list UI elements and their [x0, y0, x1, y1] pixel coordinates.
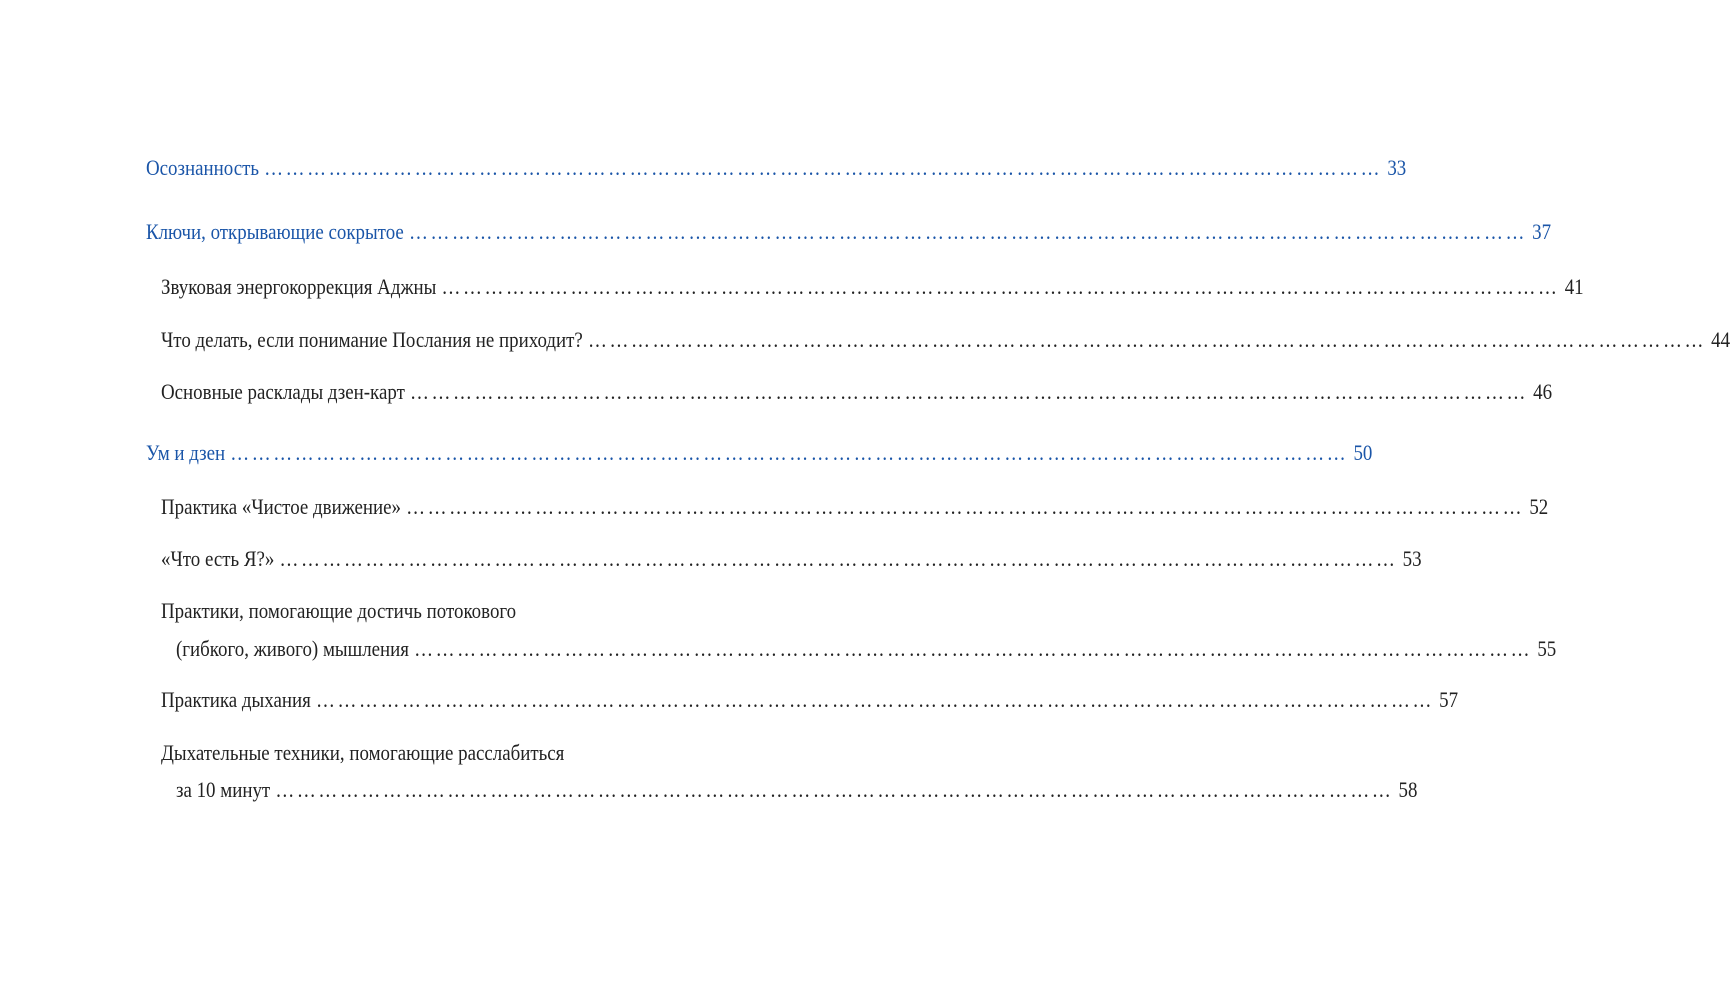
toc-title: Осознанность	[146, 155, 259, 180]
toc-line	[161, 375, 1553, 409]
toc-title-line-1: Дыхательные техники, помогающие расслабиться	[161, 740, 565, 765]
toc-page-number: 52	[1529, 494, 1549, 519]
toc-page-number: 58	[1398, 777, 1418, 802]
toc-page-number: 53	[1402, 546, 1422, 571]
toc-page-number: 33	[1387, 155, 1407, 180]
toc-line	[176, 773, 1418, 807]
toc-title: Практика «Чистое движение»	[161, 494, 402, 519]
toc-page-number: 55	[1537, 636, 1557, 661]
dot-leader: …………………………………………………………………………………………………………………………………………	[275, 777, 1394, 802]
dot-leader: …………………………………………………………………………………………………………………………………………	[587, 327, 1706, 352]
toc-line	[161, 323, 1730, 357]
toc-line	[146, 151, 1407, 185]
dot-leader: …………………………………………………………………………………………………………………………………………	[264, 155, 1383, 180]
dot-leader: …………………………………………………………………………………………………………………………………………	[409, 379, 1528, 404]
toc-title: Ум и дзен	[146, 440, 226, 465]
toc-page-number: 46	[1533, 379, 1553, 404]
toc-title: Практика дыхания	[161, 687, 311, 712]
toc-page-number: 44	[1711, 327, 1730, 352]
toc-line	[146, 215, 1552, 249]
toc-title-line-1: Практики, помогающие достичь потокового	[161, 598, 517, 623]
toc-line	[176, 632, 1557, 666]
dot-leader: …………………………………………………………………………………………………………………………………………	[230, 440, 1349, 465]
toc-page-number: 50	[1353, 440, 1373, 465]
toc-line	[161, 270, 1584, 304]
dot-leader: …………………………………………………………………………………………………………………………………………	[315, 687, 1434, 712]
toc-title-line-2: за 10 минут	[176, 777, 271, 802]
toc-page-number: 41	[1564, 274, 1584, 299]
dot-leader: …………………………………………………………………………………………………………………………………………	[414, 636, 1533, 661]
toc-title: Звуковая энергокоррекция Аджны	[161, 274, 437, 299]
toc-line	[161, 683, 1459, 717]
toc-page-number: 57	[1439, 687, 1459, 712]
toc-title: Ключи, открывающие сокрытое	[146, 219, 404, 244]
toc-title-line-2: (гибкого, живого) мышления	[176, 636, 410, 661]
dot-leader: …………………………………………………………………………………………………………………………………………	[406, 494, 1525, 519]
toc-title: Основные расклады дзен-карт	[161, 379, 405, 404]
dot-leader: …………………………………………………………………………………………………………………………………………	[408, 219, 1527, 244]
toc-line	[146, 436, 1373, 470]
dot-leader: …………………………………………………………………………………………………………………………………………	[441, 274, 1560, 299]
dot-leader: …………………………………………………………………………………………………………………………………………	[279, 546, 1398, 571]
toc-title: Что делать, если понимание Послания не приходит?	[161, 327, 583, 352]
toc-line	[161, 542, 1422, 576]
toc-title: «Что есть Я?»	[161, 546, 275, 571]
toc-line	[161, 490, 1549, 524]
toc-page-number: 37	[1532, 219, 1552, 244]
